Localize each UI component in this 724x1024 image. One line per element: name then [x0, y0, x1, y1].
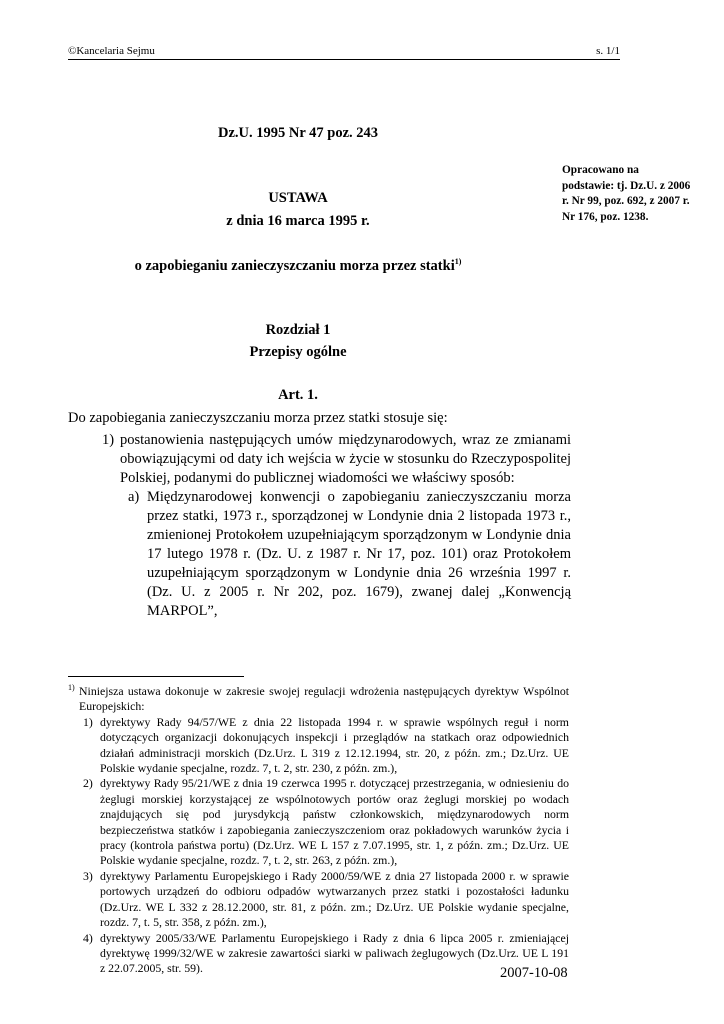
footnote-item-text: dyrektywy Rady 95/21/WE z dnia 19 czerwca 1995 r. dotyczącej przestrzegania, w odniesieniu do żeglugi morskiej korzystającej ze wspólnotowych portów oraz żeglugi morskiej po wodach znajdujących się pod jurysdykcją państw członkowskich, międzynarodowych norm bezpieczeństwa statków i zapobiegania zanieczyszczeniom oraz pokładowych warunków życia i pracy (kontrola państwa portu) (Dz.Urz. WE L 157 z 7.07.1995, str. 1, z późn. zm.; Dz.Urz. UE Polskie wydanie specjalne, rozdz. 7, t. 2, str. 263, z późn. zm.), [100, 776, 569, 868]
header-publisher: ©Kancelaria Sejmu [68, 45, 155, 57]
footnote-item-text: dyrektywy Rady 94/57/WE z dnia 22 listopada 1994 r. w sprawie wspólnych reguł i norm dotyczących organizacji dokonujących inspekcji i przeglądów na statkach oraz odpowiednich działań administracji morskich (Dz.Urz. L 319 z 12.12.1994, str. 20, z późn. zm.; Dz.Urz. UE Polskie wydanie specjalne, rozdz. 7, t. 2, str. 230, z późn. zm.), [100, 714, 569, 776]
journal-citation: Dz.U. 1995 Nr 47 poz. 243 [217, 125, 379, 141]
document-date: 2007-10-08 [500, 965, 568, 981]
footnote-intro: Niniejsza ustawa dokonuje w zakresie swojej regulacji wdrożenia następujących dyrektyw Wspólnot Europejskich: [79, 684, 569, 714]
footnote-item-number: 1) [83, 714, 93, 729]
footnote-item-text: dyrektywy Parlamentu Europejskiego i Rady 2000/59/WE z dnia 27 listopada 2000 r. w sprawie portowych urządzeń do odbioru odpadów wytwarzanych przez statki i pozostałości ładunku (Dz.Urz. WE L 332 z 28.12.2000, str. 81, z późn. zm.; Dz.Urz. UE Polskie wydanie specjalne, rozdz. 7, t. 5, str. 358, z późn. zm.), [100, 868, 569, 930]
footnote-item-number: 2) [83, 776, 93, 791]
chapter-number: Rozdział 1 [265, 322, 331, 338]
footnote-1 [68, 684, 569, 977]
title-footnote-ref[interactable]: 1) [454, 257, 462, 267]
footnote-item [68, 869, 569, 931]
source-note: Opracowano na podstawie: tj. Dz.U. z 2006 r. Nr 99, poz. 692, z 2007 r. Nr 176, poz. 1238. [562, 164, 691, 223]
footnote-item [68, 776, 569, 868]
act-title-text: o zapobieganiu zanieczyszczaniu morza przez statki [134, 258, 455, 274]
footnote-item [68, 715, 569, 777]
page-header [68, 43, 620, 60]
act-date: z dnia 16 marca 1995 r. [226, 213, 370, 229]
act-title [68, 258, 528, 275]
footnote-item-text: dyrektywy 2005/33/WE Parlamentu Europejskiego i Rady z dnia 6 lipca 2005 r. zmieniającej dyrektywę 1999/32/WE w zakresie zawartości siarki w paliwach żeglugowych (Dz.Urz. UE L 191 z 22.07.2005, str. 59). [100, 930, 569, 976]
footnote-mark: 1) [68, 683, 75, 693]
footnote-intro-line [68, 684, 569, 715]
chapter-name: Przepisy ogólne [249, 344, 347, 360]
header-page-number: s. 1/1 [596, 45, 620, 57]
letter-a-label: a) [128, 489, 140, 505]
footnote-separator [68, 676, 244, 677]
footnote-item [68, 931, 569, 977]
footnote-item-number: 3) [83, 868, 93, 883]
point-1-text: postanowienia następujących umów międzynarodowych, wraz ze zmianami obowiązującymi od daty ich wejścia w życie w stosunku do Rzeczypospolitej Polskiej, podanymi do publicznej wiadomości we właściwy sposób: [120, 432, 571, 486]
article-intro: Do zapobiegania zanieczyszczaniu morza przez statki stosuje się: [68, 410, 448, 426]
article-label: Art. 1. [278, 387, 318, 403]
letter-a-text: Międzynarodowej konwencji o zapobieganiu zanieczyszczaniu morza przez statki, 1973 r., sporządzonej w Londynie dnia 2 listopada 1973 r., zmienionej Protokołem uzupełniającym sporządzonym w Londynie dnia 17 lutego 1978 r. (Dz. U. z 1987 r. Nr 17, poz. 101) oraz Protokołem uzupełniającym sporządzonym w Londynie dnia 26 września 1997 r. (Dz. U. z 2005 r. Nr 202, poz. 1679), zwanej dalej „Konwencją MARPOL”, [147, 489, 571, 619]
act-type: USTAWA [268, 190, 328, 206]
point-1-number: 1) [102, 432, 115, 448]
footnote-item-number: 4) [83, 930, 93, 945]
